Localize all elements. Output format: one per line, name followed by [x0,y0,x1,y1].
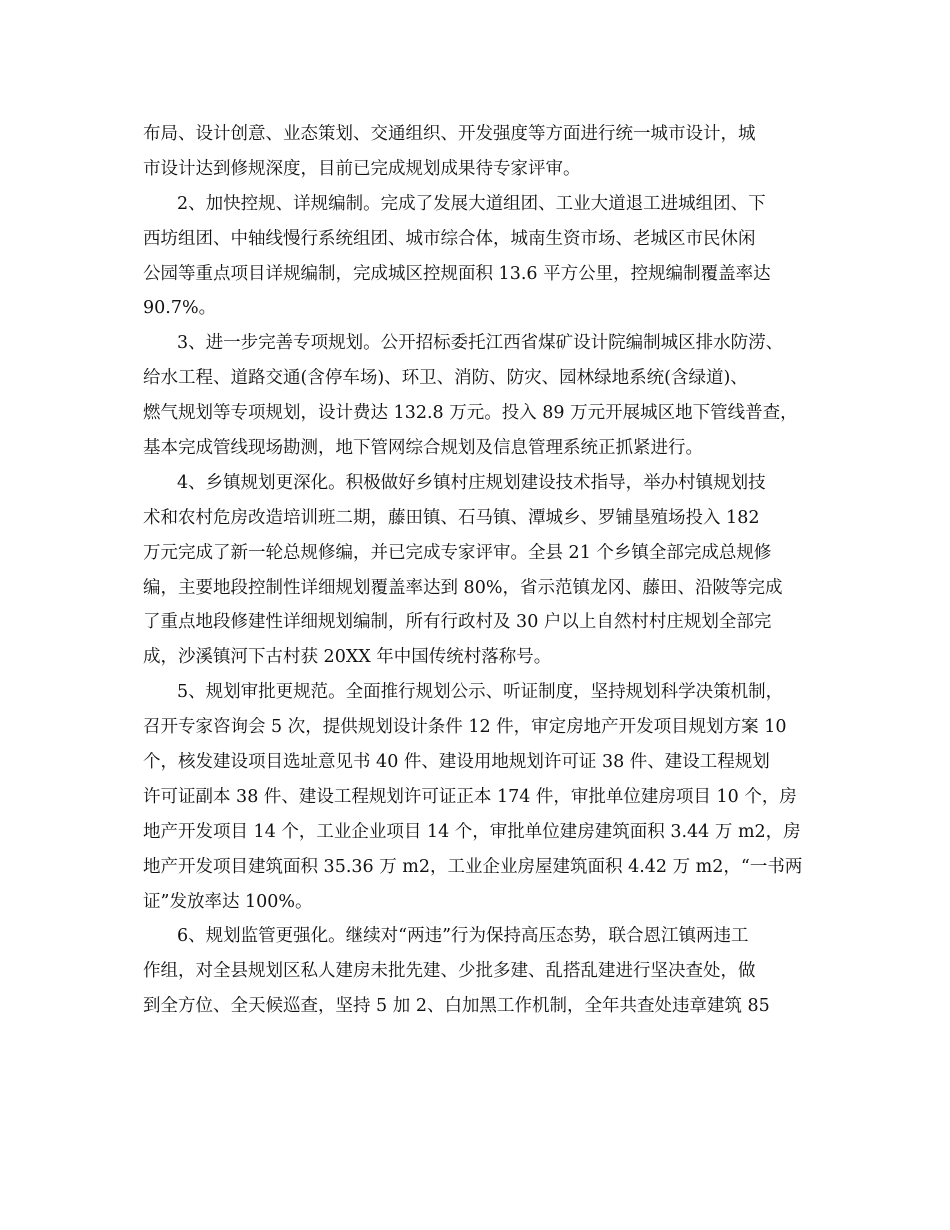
paragraph-start-line: 2、加快控规、详规编制。完成了发展大道组团、工业大道退工进城组团、下 [177,193,766,214]
text-line: 万元完成了新一轮总规修编，并已完成专家评审。全县 21 个乡镇全部完成总规修 [143,542,772,563]
text-line: 许可证副本 38 件、建设工程规划许可证正本 174 件，审批单位建房项目 10 个，房 [143,786,797,807]
text-line: 给水工程、道路交通(含停车场)、环卫、消防、防灾、园林绿地系统(含绿道)、 [143,368,748,389]
paragraph-start-line: 6、规划监管更强化。继续对“两违”行为保持高压态势，联合恩江镇两违工 [177,926,749,947]
text-line: 地产开发项目 14 个，工业企业项目 14 个，审批单位建房建筑面积 3.44 万 m2，房 [143,821,801,842]
body-text [143,117,823,1024]
paragraph-start-line: 3、进一步完善专项规划。公开招标委托江西省煤矿设计院编制城区排水防涝、 [177,333,784,354]
text-line: 了重点地段修建性详细规划编制，所有行政村及 30 户以上自然村村庄规划全部完 [143,612,772,633]
text-line: 公园等重点项目详规编制，完成城区控规面积 13.6 平方公里，控规编制覆盖率达 [143,263,771,284]
text-line: 编，主要地段控制性详细规划覆盖率达到 80%，省示范镇龙冈、藤田、沿陂等完成 [143,577,783,598]
text-line: 西坊组团、中轴线慢行系统组团、城市综合体，城南生资市场、老城区市民休闲 [143,228,756,249]
text-line: 成，沙溪镇河下古村获 20XX 年中国传统村落称号。 [143,647,552,668]
text-line: 布局、设计创意、业态策划、交通组织、开发强度等方面进行统一城市设计，城 [143,124,756,144]
text-line: 术和农村危房改造培训班二期，藤田镇、石马镇、潭城乡、罗铺垦殖场投入 182 [143,507,760,528]
text-line: 证”发放率达 100%。 [143,891,313,912]
text-line: 作组，对全县规划区私人建房未批先建、少批多建、乱搭乱建进行坚决查处，做 [143,961,756,982]
text-line: 燃气规划等专项规划，设计费达 132.8 万元。投入 89 万元开展城区地下管线普查， [143,403,798,424]
text-line: 市设计达到修规深度，目前已完成规划成果待专家评审。 [143,158,581,179]
text-line: 基本完成管线现场勘测，地下管网综合规划及信息管理系统正抓紧进行。 [143,438,703,459]
text-line: 地产开发项目建筑面积 35.36 万 m2，工业企业房屋建筑面积 4.42 万 m2，“一书两 [143,856,803,877]
text-line: 个，核发建设项目选址意见书 40 件、建设用地规划许可证 38 件、建设工程规划 [143,752,770,773]
paragraph-start-line: 5、规划审批更规范。全面推行规划公示、听证制度，坚持规划科学决策机制， [177,682,784,703]
paragraph-start-line: 4、乡镇规划更深化。积极做好乡镇村庄规划建设技术指导，举办村镇规划技 [177,472,766,493]
text-line: 90.7%。 [143,298,217,319]
text-line: 召开专家咨询会 5 次，提供规划设计条件 12 件，审定房地产开发项目规划方案 10 [143,717,787,738]
text-line: 到全方位、全天候巡查，坚持 5 加 2、白加黑工作机制，全年共查处违章建筑 85 [143,996,770,1017]
